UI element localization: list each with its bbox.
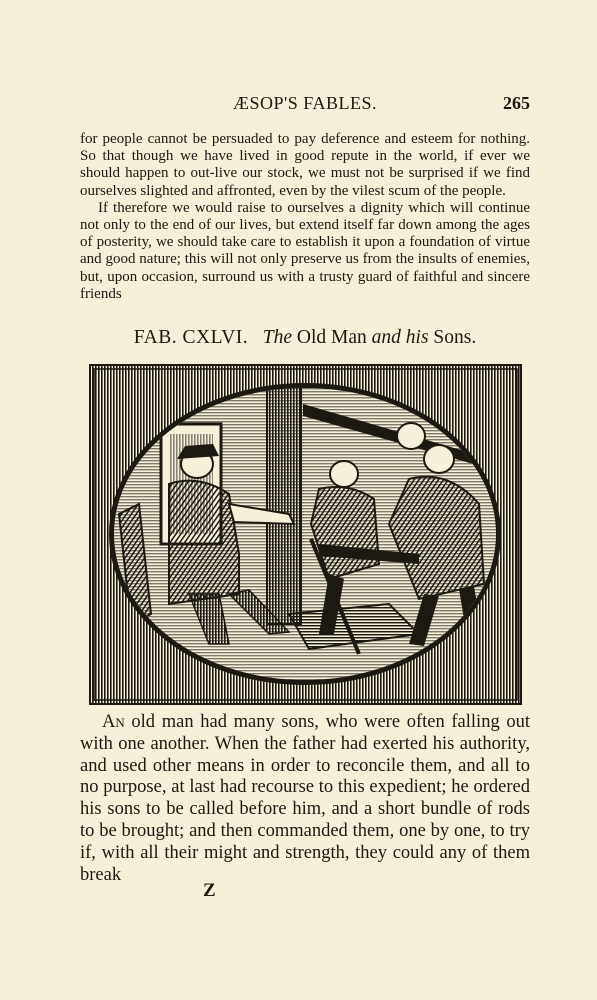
signature-mark: Z xyxy=(203,880,216,901)
running-title: ÆSOP'S FABLES. xyxy=(233,93,377,113)
fable-title-old-man: Old Man xyxy=(296,327,367,348)
fable-heading xyxy=(80,327,530,349)
drop-word: An xyxy=(102,712,125,732)
running-head xyxy=(80,93,530,115)
fable-body: old man had many sons, who were often falling out with one another. When the father had exerted his authority, and used other means in order to reconcile them, and all to no purpose, at last had recourse to this expedient; he ordered his sons to be called before him, and a short bundle of rods to be brought; and then commanded them, one by one, to try if, with all their might and strength, they could any of them break xyxy=(80,712,531,885)
fable-title-the: The xyxy=(262,327,293,348)
fable-title-and-his: and his xyxy=(371,327,429,348)
fable-title-sons: Sons. xyxy=(433,327,477,348)
fable-text xyxy=(80,712,530,886)
preceding-moral-text xyxy=(80,131,530,303)
fable-paragraph xyxy=(80,712,530,886)
fable-number: FAB. CXLVI. xyxy=(133,327,249,348)
paragraph: for people cannot be persuaded to pay deference and esteem for nothing. So that though we have lived in good repute in the world, if ever we should happen to out-live our stock, we must not be surprised if we find ourselves slighted and affronted, even by the vilest scum of the people. xyxy=(80,131,530,199)
woodcut-illustration xyxy=(89,364,522,705)
page-number: 265 xyxy=(503,93,530,113)
paragraph: If therefore we would raise to ourselves a dignity which will continue not only to the end of our lives, but extend itself far down among the ages of posterity, we should take care to establish it upon a foundation of virtue and good nature; this will not only preserve us from the insults of enemies, but, upon occasion, surround us with a trusty guard of faithful and sincere friends xyxy=(80,199,530,302)
